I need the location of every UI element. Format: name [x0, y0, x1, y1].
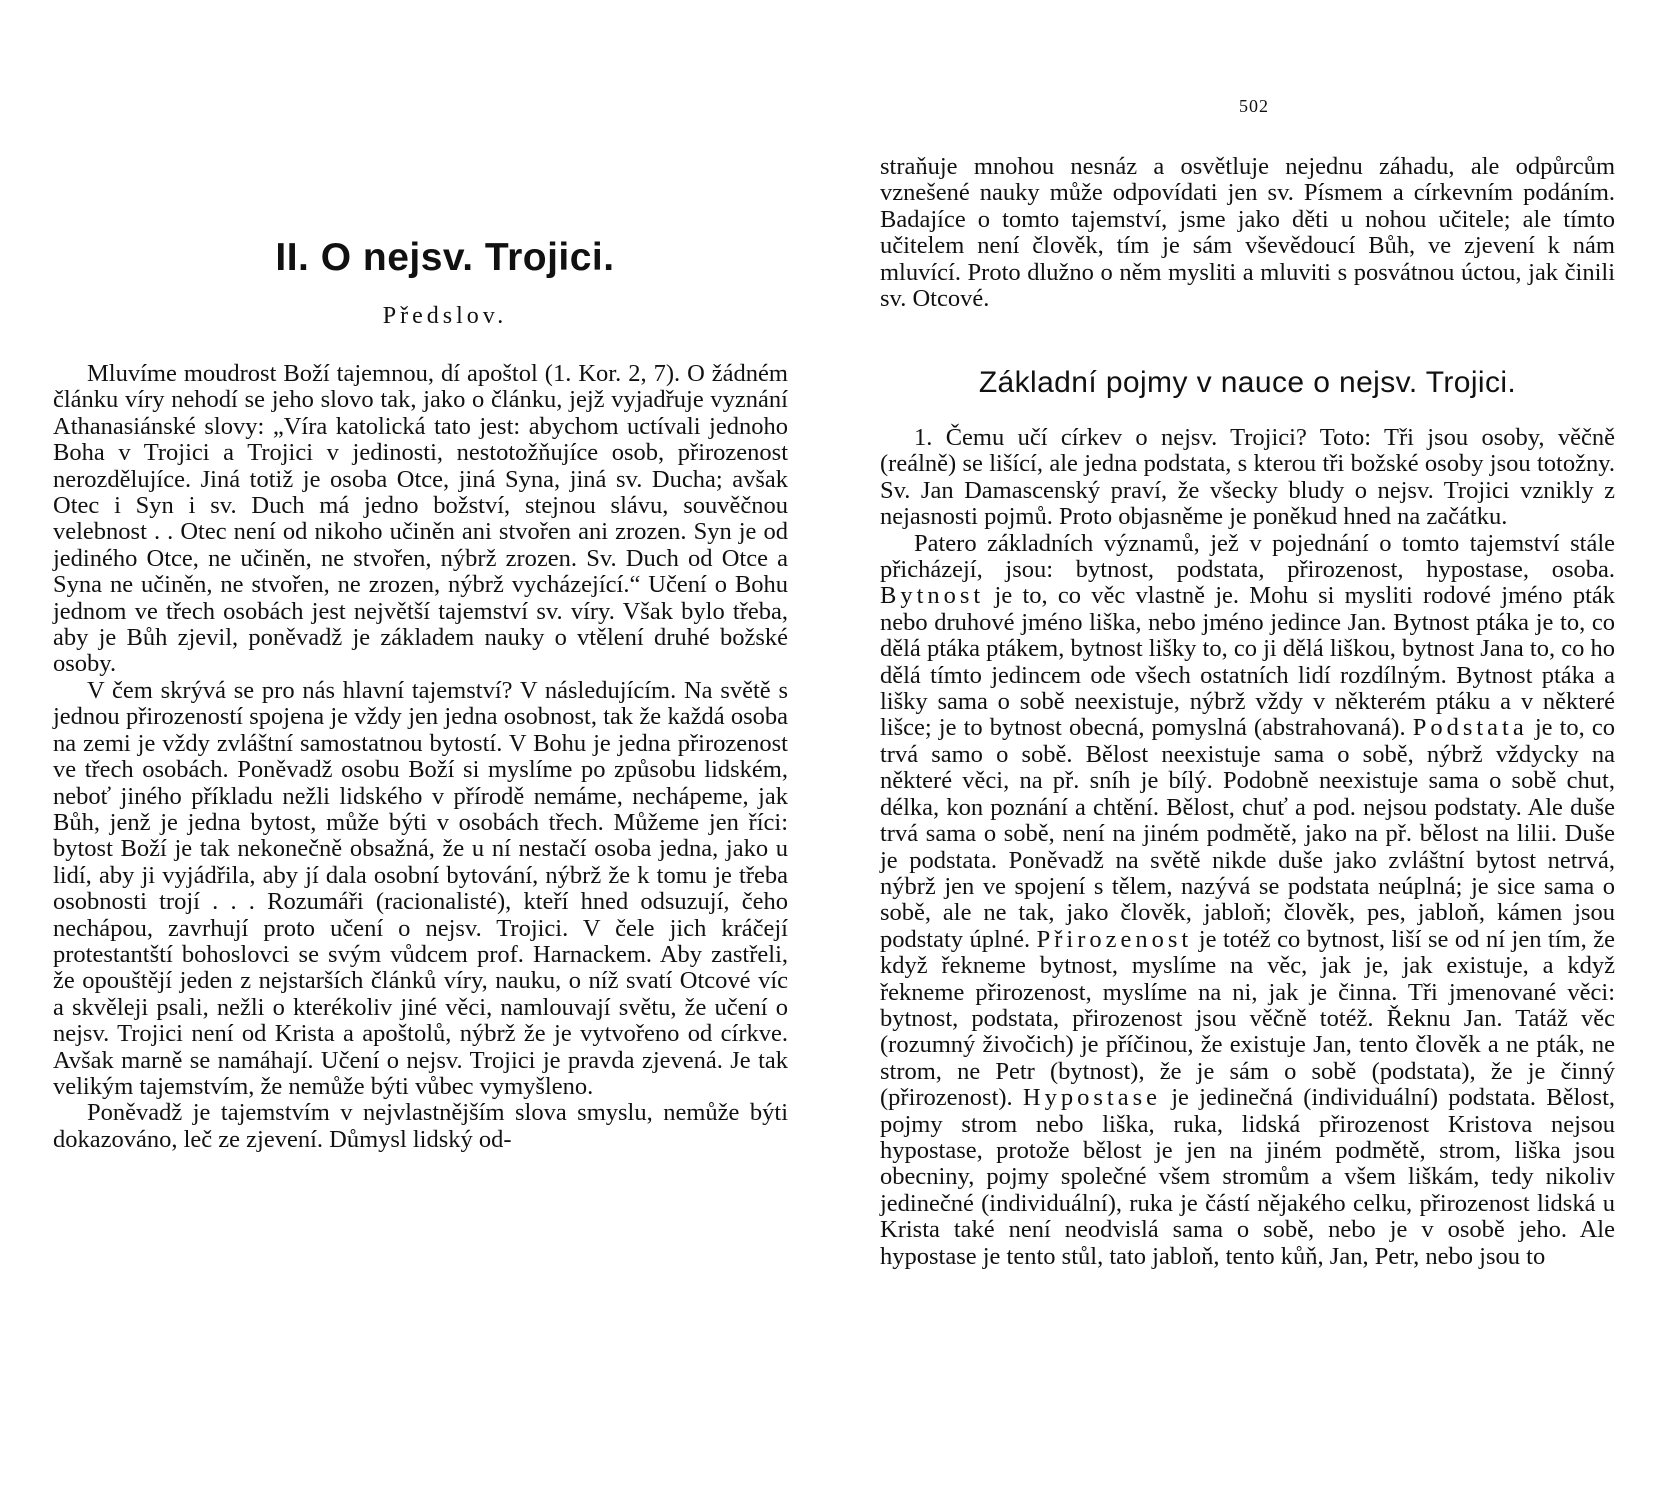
term-hypostase: Hypostase	[1022, 1084, 1161, 1112]
paragraph: V čem skrývá se pro nás hlavní tajemství? V následujícím. Na světě s jednou přirozeností spojena je vždy jen jedna osobnost, tak že každá osoba na zemi je vždy zvláštní samostatnou bytostí. V Bohu je jedna přirozenost ve třech osobách. Poněvadž osobu Boží si myslíme po způsobu lidském, neboť jiného příkladu nežli lidského v přírodě nemáme, nechápeme, jak Bůh, jenž je jedna bytost, může býti v osobách třech. Můžeme jen říci: bytost Boží je tak nekonečně obsažná, že u ní nestačí osoba jedna, jako u lidí, aby ji vyjádřila, aby jí dala osobní bytování, nýbrž že k tomu je třeba osobnosti trojí . . . Rozumáři (racionalisté), kteří hned odsuzují, čeho nechápou, zavrhují proto učení o nejsv. Trojici. V čele jich kráčejí protestantští bohoslovci se svým vůdcem prof. Harnackem. Aby zastřeli, že opouštějí jeden z nejstarších článků víry, nauku, o níž svatí Otcové víc a skvěleji psali, nežli o kterékoliv jiné věci, namlouvají světu, že učení o nejsv. Trojici není od Krista a apoštolů, nýbrž že je vytvořeno od církve. Avšak marně se namáhají. Učení o nejsv. Trojici je pravda zjevená. Je tak velikým tajemstvím, že nemůže býti vůbec vymyšleno.	[53, 676, 788, 1100]
term-bytnost: Bytnost	[880, 582, 985, 610]
section-heading: Základní pojmy v nauce o nejsv. Trojici.	[978, 366, 1517, 399]
text-run: je totéž co bytnost, liší se od ní jen tím, že když řekneme bytnost, myslíme na věc, jak je, jak existuje, a když řekneme přirozenost, myslíme na ni, jak je činna. Tři jmenované věci: bytnost, podstata, přirozenost jsou věčně totéž. Řeknu Jan. Tatáž věc (rozumný živočich) je příčinou, že existuje Jan, tento člověk a ne pták, ne strom, ne Petr (bytnost), že je sám o sobě (podstata), že je činný (přirozenost).	[880, 925, 1616, 1112]
paragraph: Mluvíme moudrost Boží tajemnou, dí apoštol (1. Kor. 2, 7). O žádném článku víry nehodí se jeho slovo tak, jako o článku, jejž vyjadřuje vyznání Athanasiánské slovy: „Víra katolická tato jest: abychom uctívali jednoho Boha v Trojici a Trojici v jedinosti, nestotožňujíce osob, přirozenost nerozdělujíce. Jiná totiž je osoba Otce, jiná Syna, jiná sv. Ducha; avšak Otec i Syn i sv. Duch má jedno božství, stejnou slávu, souvěčnou velebnost . . Otec není od nikoho učiněn ani stvořen ani zrozen. Syn je od jediného Otce, ne učiněn, ne stvořen, nýbrž zrozen. Sv. Duch od Otce a Syna ne učiněn, ne stvořen, ne zrozen, nýbrž vycházející.“ Učení o Bohu jednom ve třech osobách jest největší tajemství sv. víry. Však bylo třeba, aby je Bůh zjevil, poněvadž je základem nauky o vtělení druhé božské osoby.	[53, 360, 788, 678]
right-body-text	[880, 425, 1615, 1270]
text-run: Patero základních významů, jež v pojednání o tomto tajemství stále přicházejí, jsou: bytnost, podstata, přirozenost, hypostase, osoba.	[880, 529, 1615, 584]
left-body-text	[53, 361, 788, 1153]
chapter-title: II. O nejsv. Trojici.	[275, 236, 615, 279]
text-run: je to, co trvá samo o sobě. Bělost neexistuje sama o sobě, nýbrž vždycky na některé věci, na př. sníh je bílý. Podobně neexistuje sama o sobě chut, délka, kon poznání a chtění. Bělost, chuť a pod. nejsou podstaty. Ale duše trvá sama o sobě, není na jiném podmětě, jako na př. bělost na lilii. Duše je podstata. Poněvadž na světě nikde duše jako zvláštní bytost netrvá, nýbrž jen ve spojení s tělem, nazývá se podstata neúplná; je sice sama o sobě, ale ne tak, jako člověk, jabloň; člověk, pes, jabloň, kámen jsou podstaty úplné.	[880, 714, 1615, 953]
paragraph: 1. Čemu učí církev o nejsv. Trojici? Toto: Tři jsou osoby, věčně (reálně) se lišící, ale jedna podstata, s kterou tři božské osoby jsou totožny. Sv. Jan Damascenský praví, že všecky bludy o nejsv. Trojici vznikly z nejasnosti pojmů. Proto objasněme je poněkud hned na začátku.	[880, 424, 1615, 531]
paragraph	[880, 531, 1615, 1270]
right-page	[836, 0, 1672, 1500]
right-top-text	[880, 154, 1615, 312]
text-run: je jedinečná (individuální) podstata. Bělost, pojmy strom nebo liška, ruka, lidská přirozenost Kristova nejsou hypostase, protože bělost je jen na jiném podmětě, strom, liška jsou obecniny, pojmy společné všem stromům a všem liškám, tedy nikoliv jedinečné (individuální), ruka je částí nějakého celku, přirozenost lidská u Krista také není neodvislá sama o sobě, nebo je v osobě jeho. Ale hypostase je tento stůl, tato jabloň, tento kůň, Jan, Petr, nebo jsou to	[880, 1084, 1616, 1270]
page-number: 502	[1239, 96, 1269, 116]
paragraph: straňuje mnohou nesnáz a osvětluje nejednu záhadu, ale odpůrcům vznešené nauky může odpovídati jen sv. Písmem a církevním podáním. Badajíce o tomto tajemství, jsme jako děti u nohou učitele; ale tímto učitelem není člověk, tím je sám vševědoucí Bůh, ve zjevení k nám mluvící. Proto dlužno o něm mysliti a mluviti s posvátnou úctou, jak činili sv. Otcové.	[880, 153, 1615, 313]
foreword-heading: Předslov.	[382, 303, 508, 329]
text-run: je to, co věc vlastně je. Mohu si mysliti rodové jméno pták nebo druhové jméno liška, nebo jméno jedince Jan. Bytnost ptáka je to, co dělá ptáka ptákem, bytnost lišky to, co ji dělá liškou, bytnost Jana to, co ho dělá tímto jedincem ode všech ostatních lidí rozdílným. Bytnost ptáka a lišky sama o sobě neexistuje, nýbrž vždy v některém ptáku a v některé lišce; je to bytnost obecná, pomyslná (abstrahovaná).	[880, 582, 1615, 742]
paragraph: Poněvadž je tajemstvím v nejvlastnějším slova smyslu, nemůže býti dokazováno, leč ze zjevení. Důmysl lidský od-	[53, 1099, 788, 1153]
term-podstata: Podstata	[1412, 714, 1528, 742]
term-prirozenost: Přirozenost	[1036, 925, 1193, 953]
